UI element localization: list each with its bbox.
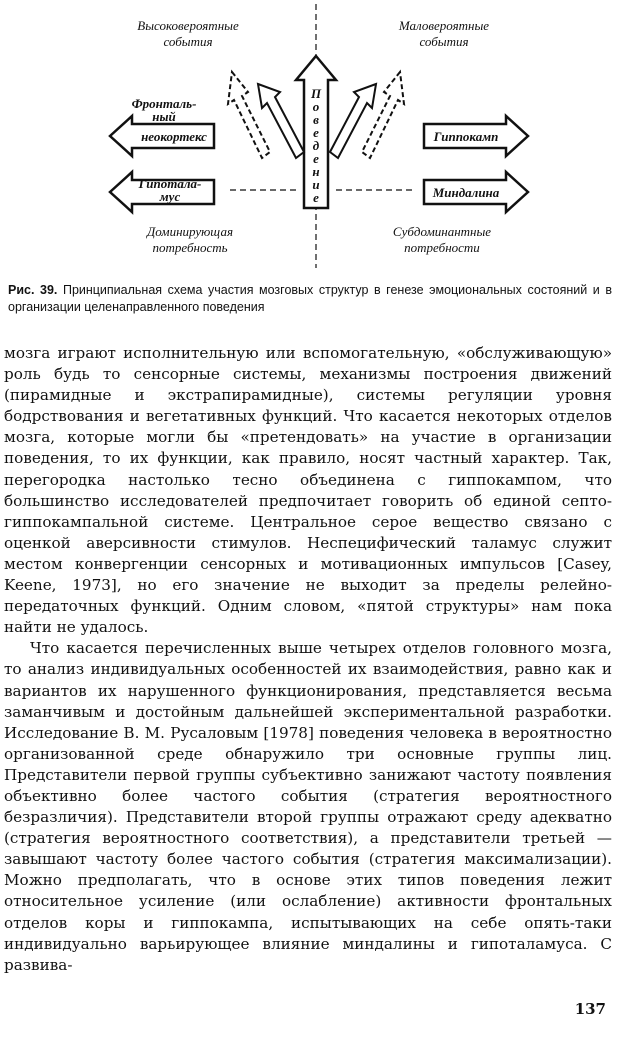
paragraph-1: мозга играют исполнительную или вспомогательную, «обслуживающую» роль будь то сенсорные системы, механизмы построения движений (пирамидные и экстрапирамидные), системы регуляции уровня бодрствования и вегетативных функций. Что касается некоторых отделов мозга, которые могли бы «претендовать» на участие в организации поведения, то их функции, как правило, носят частный характер. Так, перегородка настолько тесно объединена с гиппокампом, что большинство исследователей предпочитает говорить об единой септо-гиппокампальной системе. Центральное серое вещество связано с оценкой аверсивности стимулов. Неспецифический таламус служит местом конвергенции сенсорных и мотивационных импульсов [Casey, Keene, 1973], но его значение не выходит за пределы релейно-передаточных функций. Одним словом, «пятой структуры» нам пока найти не удалось.	[4, 344, 612, 637]
behavior-letter: и	[312, 177, 320, 192]
figure-caption	[8, 282, 612, 316]
right-outer-diagonal-arrow	[362, 72, 404, 158]
left-outer-diagonal-arrow	[228, 72, 270, 158]
behavior-letter: в	[313, 112, 319, 127]
label-neocortex: неокортекс	[141, 129, 207, 144]
label-subdominant-needs-line2: потребности	[404, 240, 480, 255]
paragraph-2: Что касается перечисленных выше четырех отделов головного мозга, то анализ индивидуальных особенностей их взаимодействия, равно как и вариантов их нарушенного функционирования, представляется весьма заманчивым и достойным дальнейшей экспериментальной разработки. Исследование В. М. Русаловым [1978] поведения человека в вероятностно организованной среде обнаружило три основные группы лиц. Представители первой группы субъективно занижают частоту появления объективно более частого события (стратегия вероятностного безразличия). Представители второй группы отражают среду адекватно (стратегия вероятностного соответствия), а представители третьей — завышают частоту более частого события (стратегия максимализации). Можно предполагать, что в основе этих типов поведения лежит относительное усиление (или ослабление) активности фронтальных отделов коры и гиппокампа, испытывающих на себе опять-таки индивидуально варьирующее влияние миндалины и гипоталамуса. С развива-	[4, 639, 612, 974]
label-hippocampus: Гиппокамп	[433, 129, 499, 144]
label-dominant-need-line1: Доминирующая	[147, 224, 233, 239]
label-low-probability-line2: события	[419, 34, 469, 49]
caption-text: Принципиальная схема участия мозговых структур в генезе эмоциональных состояний и в организации целенаправленного поведения	[8, 283, 612, 314]
caption-lead: Рис. 39.	[8, 283, 58, 297]
behavior-letter: о	[312, 99, 320, 114]
label-high-probability-line2: события	[163, 34, 213, 49]
label-subdominant-needs-line1: Субдоминантные	[392, 224, 492, 239]
behavior-letter: д	[312, 138, 320, 153]
page-number: 137	[574, 1000, 606, 1018]
behavior-letter: е	[313, 190, 319, 205]
label-frontal-line2: ный	[152, 109, 176, 124]
behavior-letter: е	[313, 151, 319, 166]
label-dominant-need-line2: потребность	[152, 240, 228, 255]
label-hypothalamus-line1: Гипотала-	[138, 176, 202, 191]
label-hypothalamus-line2: мус	[159, 189, 181, 204]
behavior-letter: н	[312, 164, 320, 179]
label-low-probability-line1: Маловероятные	[398, 18, 490, 33]
label-frontal-line1: Фронталь-	[131, 96, 197, 111]
label-amygdala: Миндалина	[432, 185, 500, 200]
label-high-probability-line1: Высоковероятные	[137, 18, 239, 33]
brain-structures-diagram	[0, 0, 620, 270]
behavior-letter: П	[310, 86, 322, 101]
behavior-letter: е	[313, 125, 319, 140]
body-text	[4, 343, 612, 976]
